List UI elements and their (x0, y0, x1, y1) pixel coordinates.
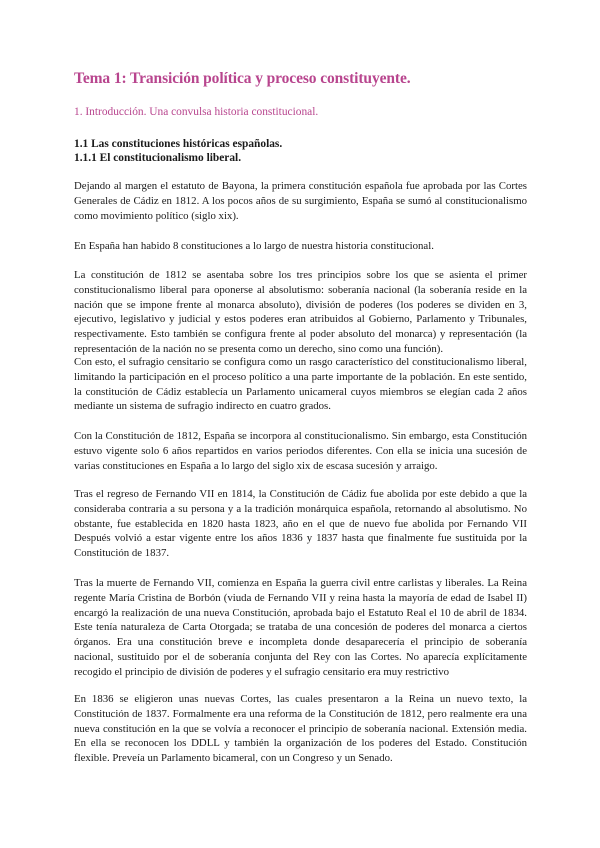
paragraph: Con la Constitución de 1812, España se incorpora al constitucionalismo. Sin embargo, esta Constitución estuvo vigente solo 6 años repartidos en varios periodos diferentes. Con ella se inicia una sucesión de varias constituciones en España a lo largo del siglo xix de escasa sucesión y arraigo. (74, 430, 527, 472)
subsection-heading-block (74, 137, 282, 165)
paragraph: La constitución de 1812 se asentaba sobre los tres principios sobre los que se asienta el primer constitucionalismo liberal para oponerse al absolutismo: soberanía nacional (la soberanía reside en la nación que se impone frente al monarca absoluto), división de poderes (los poderes se dividen en 3, ejecutivo, legislativo y judicial y estos poderes eran atribuidos al Gobierno, Parlamento y Tribunales, respectivamente. Esto también se configura frente al poder absoluto del monarca) y representación (la representación de la nación no se presenta como un derecho, sino como una función). (74, 269, 527, 355)
paragraph: Dejando al margen el estatuto de Bayona, la primera constitución española fue aprobada por las Cortes Generales de Cádiz en 1812. A los pocos años de su surgimiento, España se sumó al constitucionalismo como movimiento político (siglo xix). (74, 180, 527, 222)
paragraph: En España han habido 8 constituciones a lo largo de nuestra historia constitucional. (74, 240, 434, 252)
paragraph: En 1836 se eligieron unas nuevas Cortes, las cuales presentaron a la Reina un nuevo texto, la Constitución de 1837. Formalmente era una reforma de la Constitución de 1812, pero realmente era una nueva constitución en la que se volvía a reconocer el principio de soberanía nacional. Extensión media. En ella se reconocen los DDLL y también la organización de los poderes del Estado. Constitución flexible. Preveía un Parlamento bicameral, con un Congreso y un Senado. (74, 693, 527, 765)
document-title: Tema 1: Transición política y proceso constituyente. (74, 70, 411, 87)
subsection-heading-constituciones: 1.1 Las constituciones históricas españolas. (74, 138, 283, 150)
paragraph: Tras el regreso de Fernando VII en 1814, la Constitución de Cádiz fue abolida por este debido a que la consideraba contraria a su persona y a la tradición monárquica española, retornando al absolutismo. No obstante, fue establecida en 1820 hasta 1823, año en el que de nuevo fue abolida por Fernando VII Después volvió a estar vigente entre los años 1836 y 1837 hasta que finalmente fue sustituida por la Constitución de 1837. (74, 488, 527, 560)
paragraph: Con esto, el sufragio censitario se configura como un rasgo característico del constitucionalismo liberal, limitando la participación en el proceso político a una parte importante de la población. En este sentido, la constitución de Cádiz establecía un Parlamento unicameral cuyos miembros se elegían cada 2 años mediante un sistema de sufragio indirecto en cuatro grados. (74, 356, 527, 413)
section-heading-introduccion: 1. Introducción. Una convulsa historia constitucional. (74, 106, 319, 118)
paragraph: Tras la muerte de Fernando VII, comienza en España la guerra civil entre carlistas y liberales. La Reina regente María Cristina de Borbón (viuda de Fernando VII y reina hasta la mayoría de edad de Isabel II) encargó la realización de una nueva Constitución, aprobada bajo el Estatuto Real el 10 de abril de 1834. Este tenía naturaleza de Carta Otorgada; se trataba de una concesión de poderes del monarca a ciertos órganos. Era una constitución breve e incompleta donde desaparecería el principio de soberanía nacional, sustituido por el de soberanía conjunta del Rey con las Cortes. No aparecía explícitamente recogido el principio de división de poderes y el sufragio censitario era muy restrictivo (74, 577, 527, 678)
subsection-heading-constitucionalismo: 1.1.1 El constitucionalismo liberal. (74, 152, 242, 164)
